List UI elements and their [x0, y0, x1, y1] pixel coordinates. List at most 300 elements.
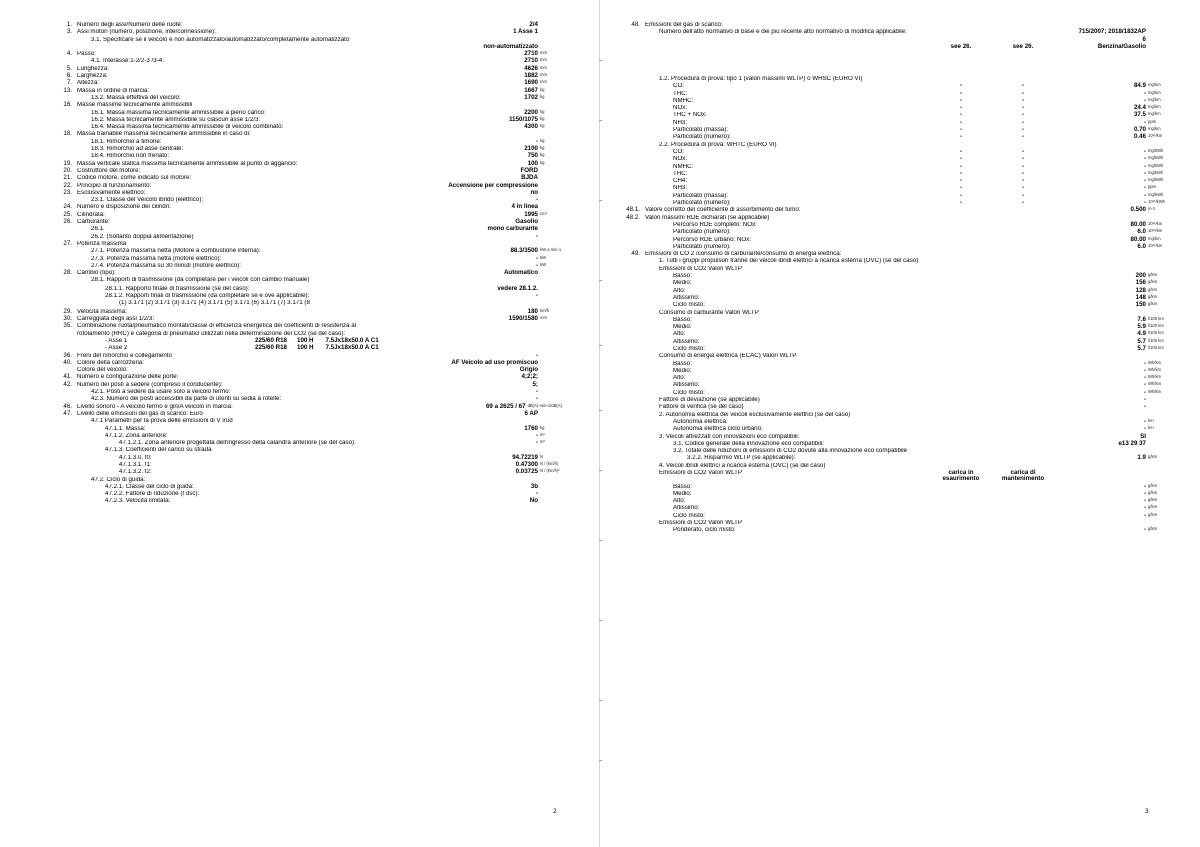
spec-row — [42, 498, 562, 504]
item-value-col1 — [930, 237, 992, 243]
item-value: 180 — [527, 307, 538, 315]
item-value-col3: 200 — [1135, 272, 1146, 280]
item-value-col1: - — [959, 177, 963, 185]
right-spec-list — [610, 76, 1170, 535]
item-label: Combinazione ruota/pneumatico montati/classe di efficienza energetica dei coefficienti di resistenza al — [77, 323, 357, 330]
item-label: 47.2.1. Classe del ciclo di guida: — [105, 483, 194, 490]
item-label: Ciclo misto: — [673, 345, 705, 352]
spec-row — [610, 426, 1170, 432]
item-label: NH3: — [673, 185, 688, 192]
item-value-col3: 150 — [1135, 301, 1146, 309]
item-value-col2 — [992, 339, 1054, 345]
spec-row — [42, 219, 562, 225]
item-label: 1. Tutti i gruppi propulsori tranne dei veicoli ibridi elettrici a ricarica esterna (OVC) (se del caso) — [659, 258, 919, 265]
item-unit: g/km — [1148, 526, 1158, 532]
item-label: 47.1.3. Coefficienti del carico su strada — [105, 447, 212, 454]
item-value-col3: - — [1143, 526, 1146, 534]
spec-row — [42, 411, 562, 417]
item-value: No — [529, 497, 538, 505]
item-number: 7. — [66, 79, 72, 87]
item-value-col3: 148 — [1135, 293, 1146, 301]
item-label: Particolato (massa): — [673, 127, 729, 134]
item-value-col2 — [992, 295, 1054, 301]
item-value-col3: 80.00 — [1130, 235, 1146, 243]
item-values — [930, 513, 1146, 519]
item-label: NMHC: — [673, 163, 694, 170]
item-label: Altissimo: — [673, 338, 700, 345]
item-number: 48.2. — [626, 213, 640, 221]
item-label: Larghezza: — [77, 73, 108, 80]
tyre-spec — [255, 345, 455, 351]
item-value-col3: - — [1143, 191, 1146, 199]
spec-row — [42, 396, 562, 402]
item-label: 27.1. Potenza massima netta (Motore a combustione interna): — [91, 248, 261, 255]
item-unit: kg — [540, 137, 545, 143]
item-value-col3: 4.9 — [1137, 330, 1146, 338]
item-values — [930, 112, 1146, 118]
item-values — [930, 426, 1146, 432]
spec-row — [610, 463, 1170, 469]
item-label: THC: — [673, 90, 688, 97]
spec-row — [610, 491, 1170, 497]
item-value-col1 — [930, 441, 992, 447]
spec-row — [42, 51, 562, 57]
item-value: 4 in linea — [511, 203, 538, 211]
item-label: Potenza massima — [77, 240, 127, 247]
spec-row — [42, 277, 562, 283]
item-unit: mg/km — [1148, 126, 1161, 132]
item-unit: kg — [540, 86, 545, 92]
spec-row — [610, 222, 1170, 228]
item-label: Emissioni di CO2 Valori WLTP — [659, 265, 742, 272]
item-value: Automatico — [503, 269, 538, 277]
item-number: 5. — [66, 64, 72, 72]
spec-row — [610, 134, 1170, 140]
spec-row — [42, 226, 562, 232]
item-unit: Wh/km — [1148, 366, 1162, 372]
item-value: - — [535, 137, 538, 145]
item-values — [930, 390, 1146, 396]
item-value-col1: - — [959, 147, 963, 155]
item-values — [930, 222, 1146, 228]
spec-row — [42, 204, 562, 210]
item-values — [930, 368, 1146, 374]
item-value-col1 — [930, 361, 992, 367]
item-value-col2: - — [1021, 155, 1025, 163]
item-label: Autonomia elettrica: — [673, 418, 728, 425]
item-label: Numero e disposizione dei cilindri: — [77, 204, 171, 211]
item-value: 4;2;2; — [521, 373, 538, 381]
item-value-col1 — [930, 368, 992, 374]
spec-row — [610, 484, 1170, 490]
item-label: Ciclo misto: — [673, 302, 705, 309]
item-value-col2: - — [1021, 191, 1025, 199]
item-unit: Wh/km — [1148, 359, 1162, 365]
item-value-col1 — [930, 229, 992, 235]
spec-row — [42, 44, 562, 50]
item-number: 40. — [63, 358, 72, 366]
item-label: Medio: — [673, 280, 692, 287]
spec-row — [42, 447, 562, 453]
item-unit: mg/kWh — [1148, 155, 1164, 161]
item-unit: kg — [540, 145, 545, 151]
item-unit: mg/km — [1148, 82, 1161, 88]
item-value-col2 — [992, 346, 1054, 352]
right-page-number: 3 — [1145, 808, 1149, 815]
item-value-col1: - — [959, 191, 963, 199]
item-values — [930, 83, 1146, 89]
spec-row — [610, 76, 1170, 82]
item-value-col2 — [992, 324, 1054, 330]
item-value: 2710 — [524, 57, 538, 65]
item-number: 3. — [66, 28, 72, 36]
spec-row — [42, 22, 562, 28]
item-unit: mg/kWh — [1148, 147, 1164, 153]
item-label: Fattore di verifica (se del caso) — [659, 404, 744, 411]
item-value-col3: 6.0 — [1137, 242, 1146, 250]
item-label: Alto: — [673, 498, 686, 505]
item-value-col1: - — [959, 126, 963, 134]
spec-row — [610, 171, 1170, 177]
item-values — [930, 331, 1146, 337]
item-unit: dB(A)-min-1/dB(A) — [527, 402, 562, 408]
item-label: Consumo di energia elettrica (ECAC) Valori WLTP — [659, 353, 797, 360]
spec-row — [610, 207, 1170, 213]
spec-row — [42, 469, 562, 475]
item-label: 16.2. Massa tecnicamente ammissibile su ciascun asse 1/2/3: — [91, 116, 261, 123]
item-value-col2: - — [1021, 126, 1025, 134]
item-unit: mg/km — [1148, 235, 1161, 241]
spec-row — [610, 273, 1170, 279]
spec-row — [42, 426, 562, 432]
item-value-col3: 84.9 — [1133, 82, 1146, 90]
item-value-col2: - — [1021, 104, 1025, 112]
item-unit: ppm — [1148, 118, 1157, 124]
item-unit: mg/kWh — [1148, 169, 1164, 175]
item-unit: Wh/km — [1148, 388, 1162, 394]
item-value-col1: - — [959, 96, 963, 104]
item-value: 2710 — [524, 50, 538, 58]
item-values — [930, 149, 1146, 155]
item-label: Livello delle emissioni del gas di scarico: Euro — [77, 410, 203, 417]
item-unit: kg — [540, 152, 545, 158]
item-label: Ciclo misto: — [673, 512, 705, 519]
item-value-col1 — [930, 346, 992, 352]
item-values — [930, 484, 1146, 490]
item-value-col2 — [992, 491, 1054, 497]
item-label: Consumo di carburante Valori WLTP — [659, 309, 759, 316]
item-label: Livello sonoro - A veicolo fermo e giri/A veicolo in marcia: — [77, 403, 233, 410]
spec-row — [42, 477, 562, 483]
item-unit: l/100 km — [1148, 330, 1164, 336]
item-values — [930, 127, 1146, 133]
item-values — [930, 317, 1146, 323]
spec-row — [610, 339, 1170, 345]
spec-row — [42, 102, 562, 108]
spec-row — [42, 316, 562, 322]
spec-row — [610, 215, 1170, 221]
item-unit: g/km — [1148, 301, 1158, 307]
item-value: 0.03725 — [515, 468, 538, 476]
item-number: 27. — [63, 239, 72, 247]
item-value-col3: - — [1143, 381, 1146, 389]
item-value-col2 — [992, 419, 1054, 425]
item-value-col2 — [992, 361, 1054, 367]
spec-row — [610, 83, 1170, 89]
spec-row — [42, 131, 562, 137]
item-number: 16. — [63, 101, 72, 109]
item-value: 1150/1075 — [509, 115, 538, 123]
item-label: 27.3. Potenza massima netta (motore elettrico): — [91, 255, 222, 262]
item-value-col1 — [930, 382, 992, 388]
item-label: Passo: — [77, 51, 96, 58]
item-value: no — [530, 188, 538, 196]
item-label: Emissioni del gas di scarico: — [645, 22, 723, 28]
tyre-rim: 7.5Jx18x50.0 A C1 — [325, 344, 379, 352]
spec-row — [610, 295, 1170, 301]
item-unit: kW — [540, 261, 547, 267]
item-value-col1: carica in esaurimento — [942, 469, 980, 483]
item-label: Massa in ordine di marcia: — [77, 87, 150, 94]
spec-row — [42, 484, 562, 490]
item-unit: m² — [540, 431, 545, 437]
item-unit: mm — [540, 57, 547, 63]
item-values — [930, 404, 1146, 410]
item-label: Basso: — [673, 316, 692, 323]
item-value-col1: - — [959, 199, 963, 207]
item-values — [930, 295, 1146, 301]
item-value-col1 — [930, 426, 992, 432]
spec-row — [610, 91, 1170, 97]
item-label: Esclusivamente elettrico: — [77, 189, 146, 196]
item-value-col1 — [930, 331, 992, 337]
right-header-block — [610, 22, 1170, 51]
item-values — [930, 229, 1146, 235]
item-value: Grigio — [519, 366, 538, 374]
item-unit: 10¹¹/km — [1148, 228, 1163, 234]
item-label: 13.2. Massa effettiva del veicolo: — [91, 94, 181, 101]
spec-row — [42, 95, 562, 101]
spec-row — [610, 404, 1170, 410]
item-value: 2/4 — [529, 21, 538, 28]
item-value-col3: 5.7 — [1137, 337, 1146, 345]
tyre-rim: 7.5Jx18x50.0 A C1 — [325, 336, 379, 344]
item-value-col1 — [930, 498, 992, 504]
item-value-col1 — [930, 273, 992, 279]
item-values — [930, 491, 1146, 497]
spec-row — [610, 419, 1170, 425]
item-label: 47.1.2.1. Zona anteriore progettata dell'ingresso della calandra anteriore (se del caso): — [119, 440, 356, 447]
item-number: 24. — [63, 203, 72, 211]
item-number: 29. — [63, 307, 72, 315]
spec-row — [42, 338, 562, 344]
item-unit: mg/km — [1148, 104, 1161, 110]
spec-row — [610, 149, 1170, 155]
item-value-col3: - — [1143, 403, 1146, 411]
spec-row — [42, 190, 562, 196]
item-value-col2 — [992, 302, 1054, 308]
item-unit: kW a min-1 — [540, 247, 562, 253]
spec-row — [610, 244, 1170, 250]
emissions-stage-row — [610, 37, 1170, 43]
item-value-col2: - — [1021, 89, 1025, 97]
spec-row — [610, 105, 1170, 111]
item-label: Massa verticale statica massima tecnicamente ammissibile al punto di aggancio: — [77, 160, 298, 167]
item-value: BJDA — [521, 174, 538, 182]
item-label: Altissimo: — [673, 382, 700, 389]
item-number: 23. — [63, 188, 72, 196]
spec-row — [42, 491, 562, 497]
item-value: vedere 28.1.2. — [497, 284, 538, 292]
spec-row — [610, 455, 1170, 461]
item-value-col1 — [930, 324, 992, 330]
tyre-spec — [255, 338, 455, 344]
item-unit: Wh/km — [1148, 381, 1162, 387]
item-label: Basso: — [673, 360, 692, 367]
item-unit: m² — [540, 439, 545, 445]
item-unit: kW — [540, 254, 547, 260]
spec-row — [42, 462, 562, 468]
item-unit: 10¹¹/km — [1148, 242, 1163, 248]
item-label: CH4: — [673, 178, 688, 185]
item-value-col2 — [992, 484, 1054, 490]
item-value-col2 — [992, 222, 1054, 228]
item-value: 1995 — [524, 210, 538, 218]
item-unit: Wh/km — [1148, 374, 1162, 380]
item-label: Basso: — [673, 273, 692, 280]
item-label: 42.3. Numero dei posti accessibili da parte di utenti su sedia a rotelle: — [91, 396, 282, 403]
item-value-col3: - — [1143, 118, 1146, 126]
spec-row — [610, 229, 1170, 235]
spec-row — [610, 251, 1170, 257]
item-label: 4. Veicoli ibridi elettrici a ricarica esterna (OVC) (se del caso) — [659, 462, 826, 469]
item-unit: kg — [540, 115, 545, 121]
spec-row — [42, 256, 562, 262]
item-value-col2 — [992, 505, 1054, 511]
spec-row — [42, 367, 562, 373]
item-unit: 10¹¹/km — [1148, 220, 1163, 226]
item-values — [930, 382, 1146, 388]
item-value-col1: - — [959, 169, 963, 177]
item-values — [930, 134, 1146, 140]
item-values — [930, 280, 1146, 286]
item-label: NH3: — [673, 119, 688, 126]
item-values — [930, 185, 1146, 191]
item-value-col2 — [992, 375, 1054, 381]
item-label: 28.1.2. Rapporti finali di trasmissione (da completare se e ove applicabile): — [105, 293, 310, 300]
item-unit: kg — [540, 424, 545, 430]
item-values — [930, 498, 1146, 504]
item-values — [930, 178, 1146, 184]
item-label: - Asse 1 — [105, 337, 128, 344]
item-value-col1 — [930, 434, 992, 440]
item-value-col3: e13 29 37 — [1118, 439, 1146, 447]
item-value: 2200 — [524, 108, 538, 116]
item-label: 23.1. Classe del Veicolo ibrido (elettrico): — [91, 197, 204, 204]
spec-row — [610, 375, 1170, 381]
item-value: 5; — [532, 380, 538, 388]
item-value-col1 — [930, 244, 992, 250]
item-value-col2 — [992, 317, 1054, 323]
item-value-col2: - — [1021, 162, 1025, 170]
item-unit: g/km — [1148, 497, 1158, 503]
item-unit: mg/km — [1148, 89, 1161, 95]
item-unit: mg/km — [1148, 111, 1161, 117]
item-label: Velocità massima: — [77, 308, 127, 315]
spec-row — [42, 124, 562, 130]
item-value-col2: - — [1021, 184, 1025, 192]
item-label: Valori massimi RDE dichiarati (se applicabile) — [645, 214, 770, 221]
item-value-col2 — [992, 434, 1054, 440]
item-label: Emissioni di CO 2 /consumo di carburante/consumo di energia elettrica: — [645, 251, 842, 258]
item-values — [930, 375, 1146, 381]
left-page-number: 2 — [553, 808, 557, 815]
item-label: Alto: — [673, 331, 686, 338]
column-headers — [930, 44, 1146, 50]
item-label: Emissioni di CO2 Valori WLTP — [659, 520, 742, 527]
item-value: - — [535, 395, 538, 403]
item-value-col1 — [930, 397, 992, 403]
item-value-col1 — [930, 280, 992, 286]
item-unit: km/h — [540, 307, 550, 313]
emissions-header-row — [610, 22, 1170, 28]
item-value-col1 — [930, 484, 992, 490]
spec-row — [610, 98, 1170, 104]
item-label: Medio: — [673, 324, 692, 331]
item-value-col3: 80.00 — [1130, 220, 1146, 228]
item-label: - Asse 2 — [105, 345, 128, 352]
item-label: 2.2. Procedura di prova: WHTC (EURO VI) — [659, 141, 777, 148]
item-value-col2: - — [1021, 133, 1025, 141]
item-value-col3: 156 — [1135, 279, 1146, 287]
tyre-size: 225/60 R18 — [255, 336, 287, 344]
item-unit: l/100 km — [1148, 337, 1164, 343]
item-number: 42. — [63, 380, 72, 388]
item-label: Alto: — [673, 375, 686, 382]
item-value: - — [535, 254, 538, 262]
item-values — [930, 237, 1146, 243]
spec-row — [610, 310, 1170, 316]
spec-row — [610, 258, 1170, 264]
item-value: 94.72219 — [512, 453, 538, 461]
item-value-col3: - — [1143, 89, 1146, 97]
item-label: Numero degli assi/Numero delle ruote: — [77, 22, 183, 28]
item-label: Particolato (numero): — [673, 134, 731, 141]
spec-row — [42, 117, 562, 123]
spec-row — [610, 520, 1170, 526]
item-label: 26.1. — [91, 226, 105, 233]
item-value-col1: - — [959, 133, 963, 141]
spec-row — [42, 73, 562, 79]
spec-row — [610, 237, 1170, 243]
item-value: 6 AP — [524, 409, 538, 417]
item-unit: l/100 km — [1148, 344, 1164, 350]
spec-row — [42, 389, 562, 395]
spec-row — [610, 397, 1170, 403]
item-value: 715/2007; 2018/1832AP — [1078, 28, 1146, 36]
item-unit: kg — [540, 123, 545, 129]
spec-row — [42, 153, 562, 159]
item-value — [255, 345, 455, 351]
item-label: 47.1.3.0. f0: — [119, 454, 152, 461]
item-unit: N — [540, 453, 544, 459]
item-value-col3: 24.4 — [1133, 104, 1146, 112]
item-value: 1 Asse 1 — [513, 28, 538, 36]
item-value: - — [535, 388, 538, 396]
item-value-col1: - — [959, 111, 963, 119]
item-value-col1 — [930, 419, 992, 425]
item-value-col1: - — [959, 155, 963, 163]
